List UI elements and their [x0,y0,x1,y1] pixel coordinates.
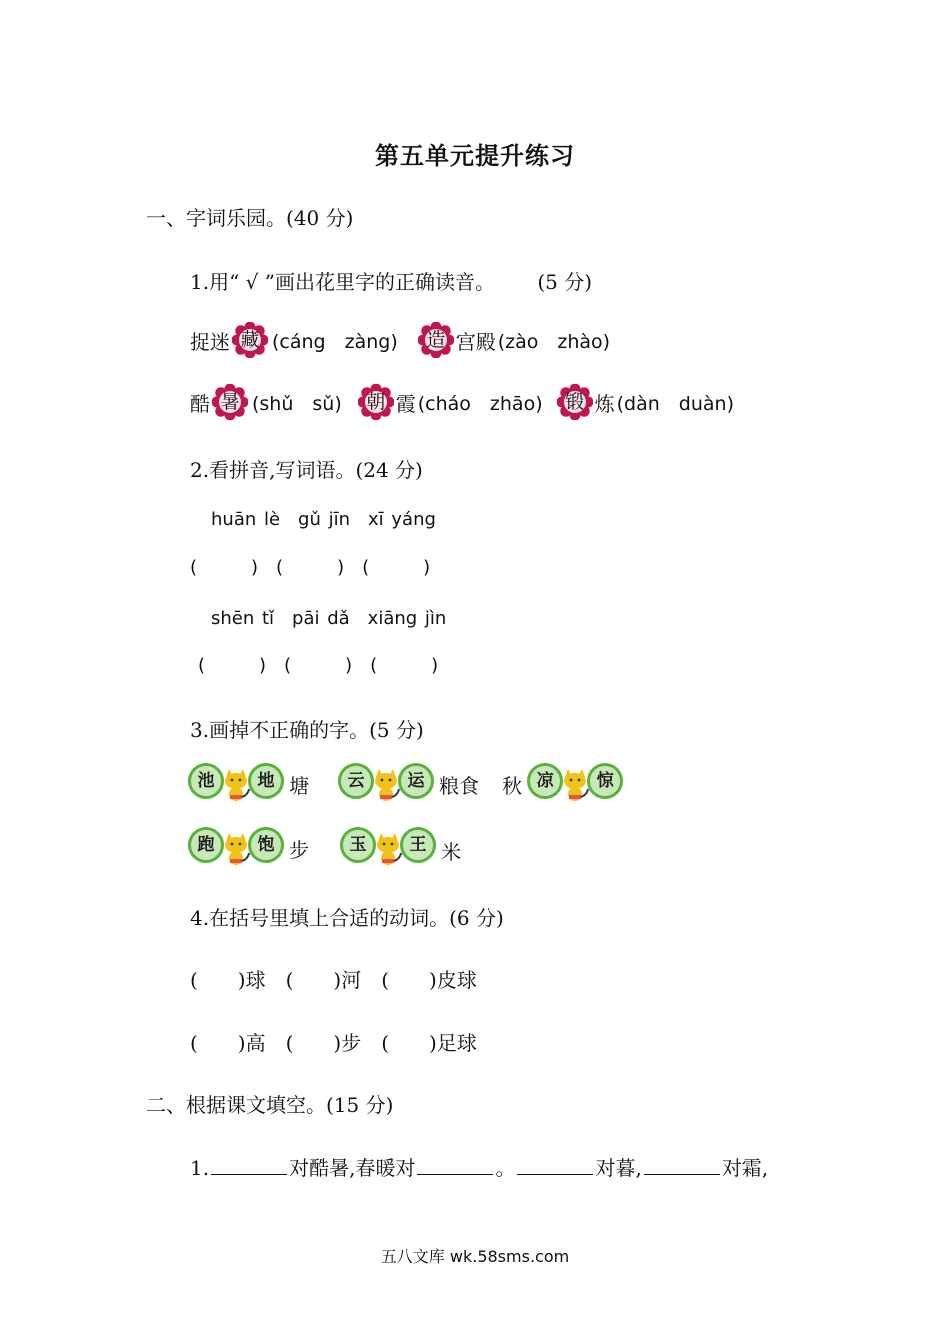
fill-blank[interactable] [517,1154,593,1175]
q1-word-suffix: 炼 [594,391,615,416]
q3-suffix: 米 [441,840,462,864]
page-title: 第五单元提升练习 [375,141,575,170]
q3-prefix: 秋 [502,774,522,798]
footer-watermark: 五八文库 wk.58sms.com [380,1247,570,1266]
q1-pinyin-options: (dàn duàn) [616,392,734,415]
flower-char: 锻 [565,391,585,413]
cat-icon [220,767,252,803]
q1-pinyin-options: (zào zhào) [497,330,611,353]
q2-pinyin-row-2: shēn tǐ pāi dǎ xiāng jìn [211,608,447,629]
q1-prompt-text: 1.用“ √ ”画出花里字的正确读音。 [190,270,495,294]
choice-b[interactable]: 王 [400,827,436,863]
q3-choice-pair [188,763,284,799]
q2-pinyin-row-1: huān lè gǔ jīn xī yáng [211,509,436,530]
q2-prompt: 2.看拼音,写词语。(24 分) [190,458,423,482]
q3-item [340,826,461,863]
s2-q1 [190,1152,768,1181]
q4-row-2[interactable]: ( )高 ( )步 ( )足球 [190,1031,477,1055]
q1-word-suffix: 霞 [395,391,416,416]
s2-q1-text: 对酷暑,春暖对 [289,1156,416,1180]
cat-icon [370,767,402,803]
q1-pinyin-options: (cháo zhāo) [417,392,543,415]
fill-blank[interactable] [211,1154,287,1175]
q1-row-1 [190,322,610,358]
q3-suffix: 粮食 [439,774,480,798]
flower-icon[interactable] [557,384,593,420]
choice-b[interactable]: 地 [248,763,284,799]
q2-answer-row-2[interactable]: ( ) ( ) ( ) [198,655,439,676]
q4-prompt: 4.在括号里填上合适的动词。(6 分) [190,906,504,930]
q3-choice-pair [340,827,436,863]
q2-answer-row-1[interactable]: ( ) ( ) ( ) [190,557,431,578]
q1-pinyin-options: (cáng zàng) [272,330,398,353]
q3-item [338,762,479,799]
fill-blank[interactable] [644,1154,720,1175]
s2-q1-text: 对暮, [595,1156,642,1180]
cat-icon [220,831,252,867]
q3-suffix: 塘 [289,774,310,798]
q3-choice-pair [338,763,434,799]
choice-b[interactable]: 运 [398,763,434,799]
cat-icon [372,831,404,867]
q1-word-suffix: 宫殿 [455,329,496,354]
q1-pinyin-options: (shǔ sǔ) [252,392,342,415]
flower-icon[interactable] [418,322,454,358]
flower-char: 造 [426,329,446,351]
flower-icon[interactable] [212,384,248,420]
flower-char: 暑 [220,391,240,413]
fill-blank[interactable] [417,1154,493,1175]
choice-a[interactable]: 池 [188,763,224,799]
cat-icon [559,767,591,803]
section-2-heading: 二、根据课文填空。(15 分) [146,1093,394,1117]
q3-item [502,762,623,799]
flower-char: 朝 [366,391,386,413]
s2-q1-text: 。 [495,1156,516,1180]
s2-q1-number: 1. [190,1156,210,1180]
q3-suffix: 步 [289,838,310,862]
choice-a[interactable]: 跑 [188,827,224,863]
flower-icon[interactable] [232,322,268,358]
q3-item [188,826,309,863]
flower-icon[interactable] [358,384,394,420]
choice-b[interactable]: 饱 [248,827,284,863]
q3-prompt: 3.画掉不正确的字。(5 分) [190,718,424,742]
q1-score: (5 分) [537,270,593,294]
q1-row-2 [190,384,734,420]
q3-choice-pair [527,763,623,799]
choice-a[interactable]: 玉 [340,827,376,863]
q4-row-1[interactable]: ( )球 ( )河 ( )皮球 [190,968,477,992]
section-1-heading: 一、字词乐园。(40 分) [146,206,354,230]
flower-char: 藏 [240,329,260,351]
q1-word-prefix: 酷 [190,391,210,416]
q3-choice-pair [188,827,284,863]
choice-a[interactable]: 凉 [527,763,563,799]
q1-word-prefix: 捉迷 [190,329,230,354]
s2-q1-text: 对霜, [721,1156,769,1180]
choice-b[interactable]: 惊 [587,763,623,799]
choice-a[interactable]: 云 [338,763,374,799]
q1-prompt [190,266,592,295]
q3-item [188,762,309,799]
